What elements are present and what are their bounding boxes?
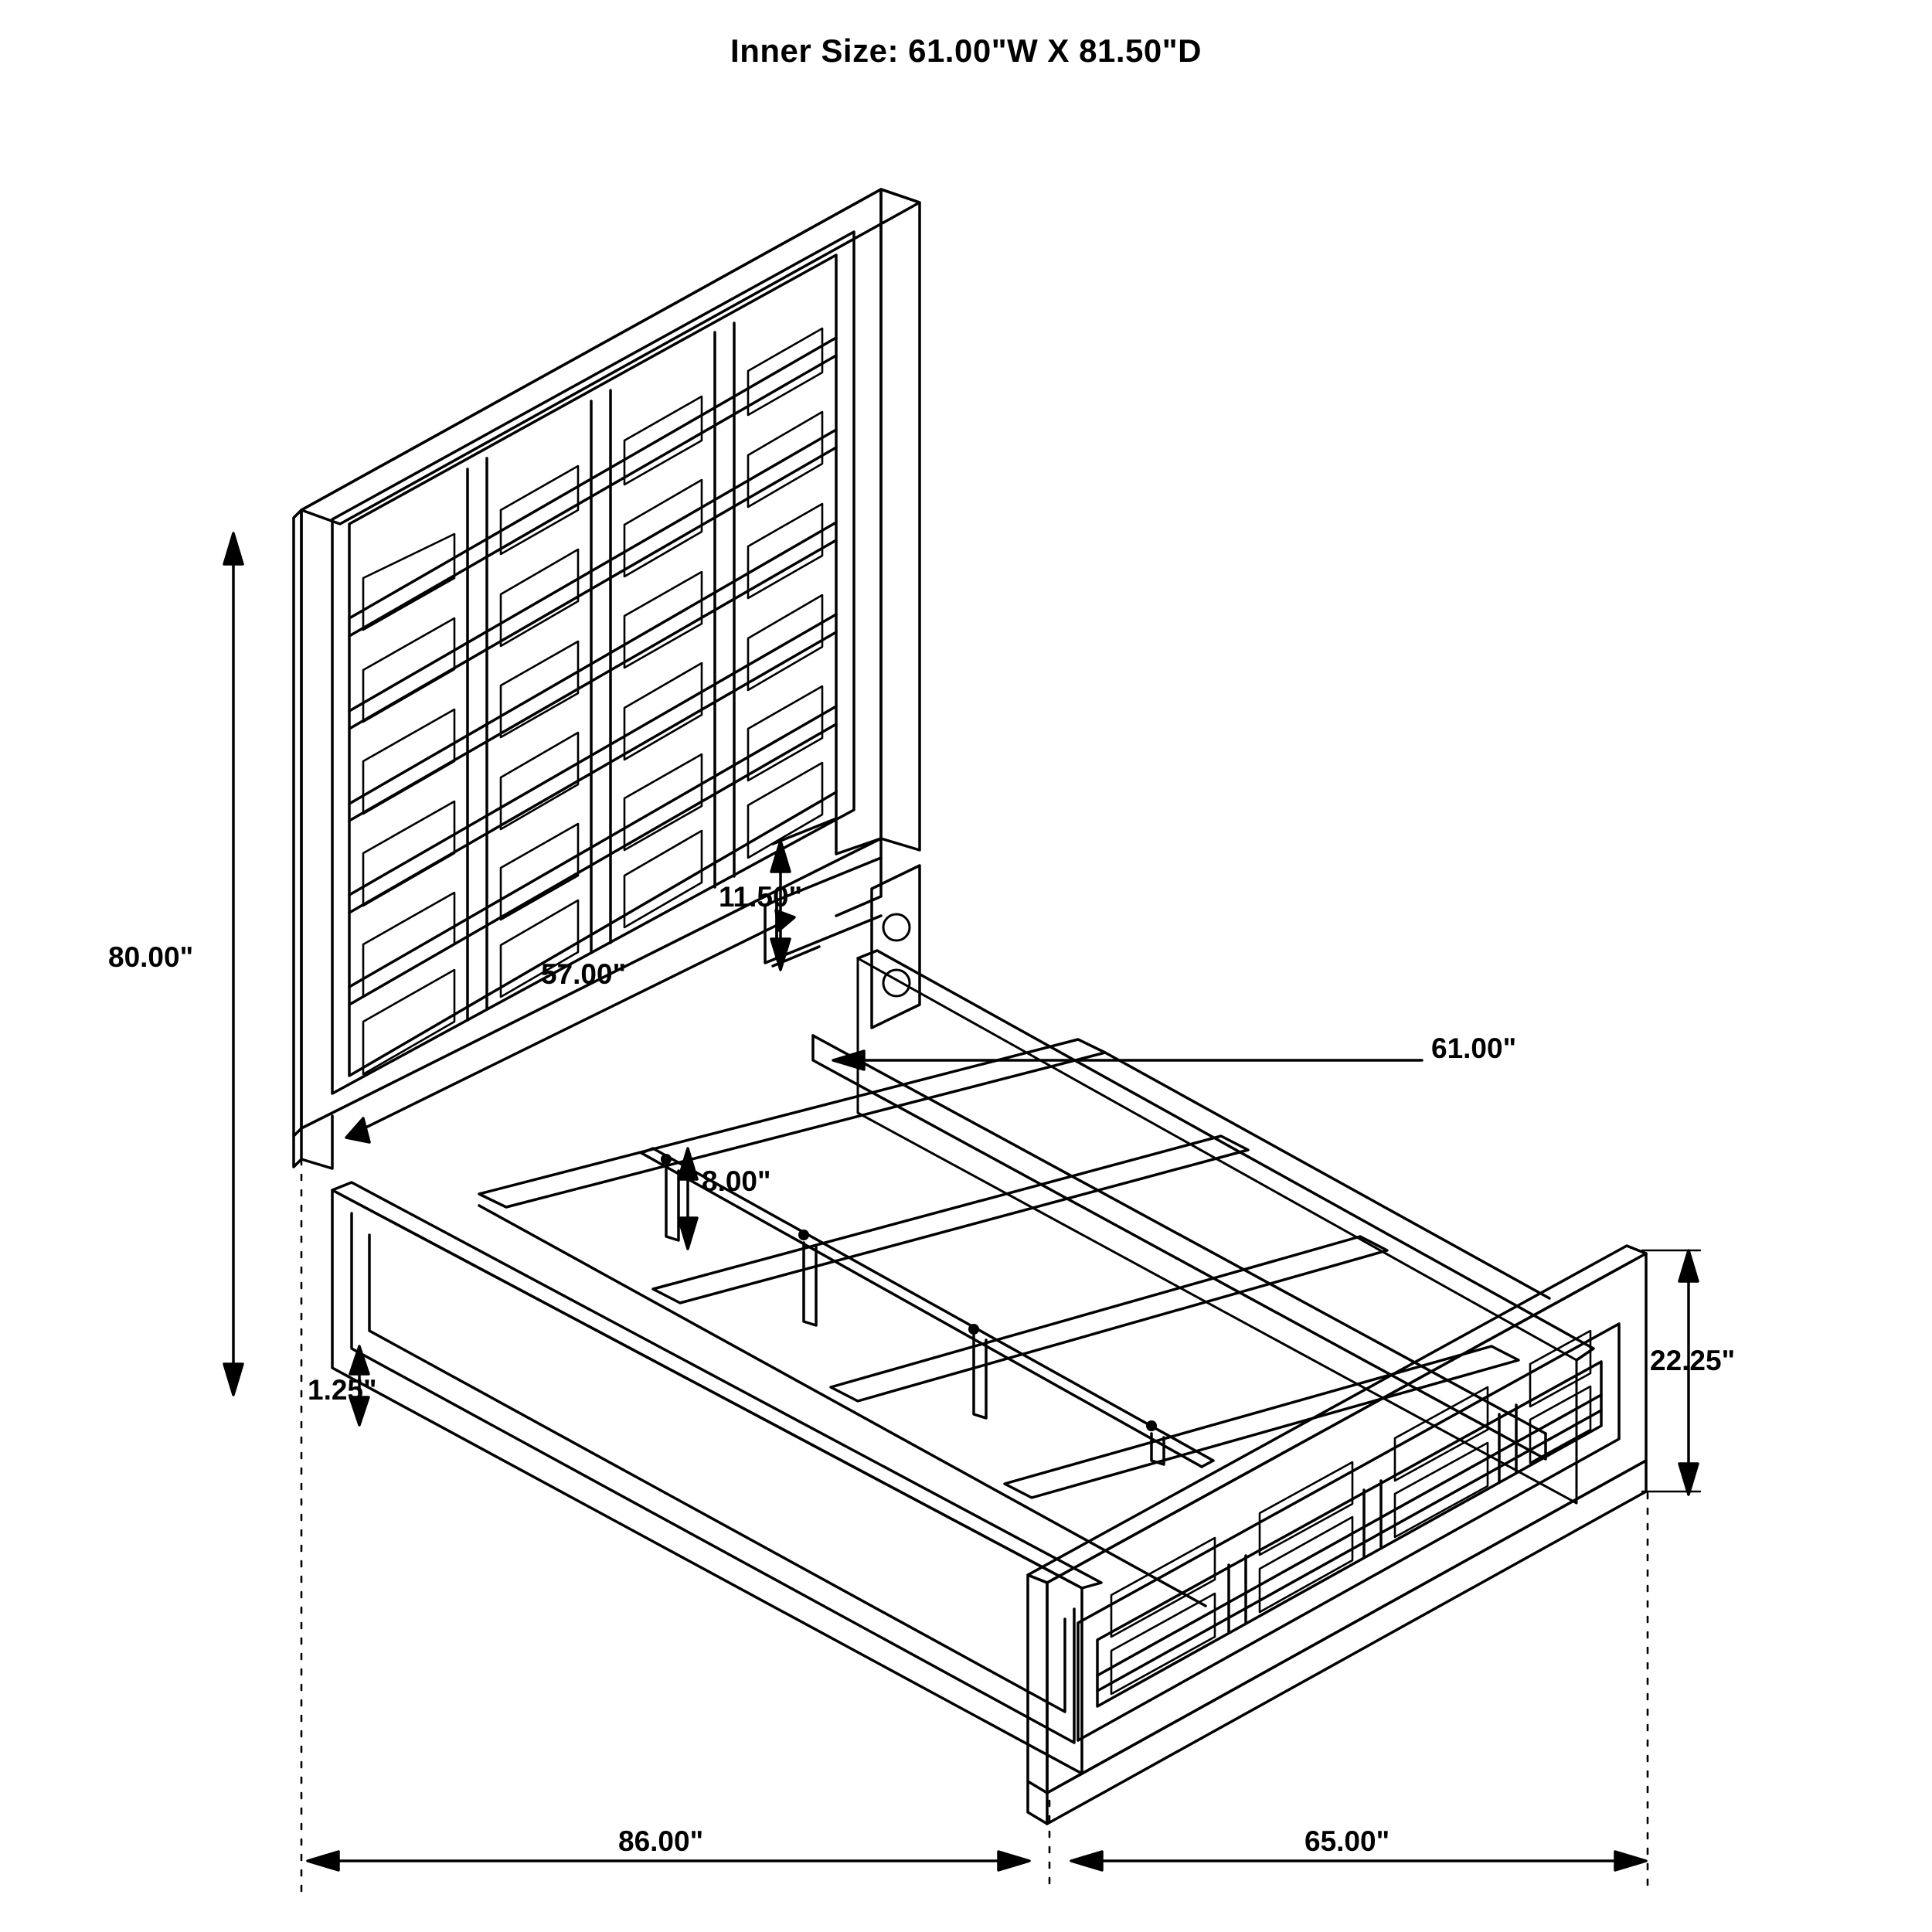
- dimension-label-headboard-height: 80.00": [108, 941, 194, 973]
- dimension-label-slat-leg-height: 8.00": [702, 1165, 771, 1197]
- headboard-lower-rail: [765, 792, 881, 963]
- headboard-panel: [294, 189, 920, 1168]
- dimension-label-overall-length: 86.00": [618, 1825, 704, 1857]
- page-title: Inner Size: 61.00"W X 81.50"D: [730, 32, 1202, 69]
- dimension-label-footboard-height: 22.25": [1650, 1345, 1736, 1376]
- dimension-lines: [224, 533, 1700, 1893]
- dimension-label-rail-clearance: 1.25": [308, 1374, 377, 1406]
- footboard: [1028, 1246, 1646, 1824]
- dimension-label-mattress-width: 61.00": [1431, 1032, 1517, 1064]
- dimension-label-headboard-lower-rail: 11.50": [719, 881, 803, 913]
- bed-frame: [332, 866, 1594, 1774]
- dimension-label-headboard-width: 57.00": [541, 958, 627, 990]
- dimension-label-overall-width: 65.00": [1304, 1825, 1390, 1857]
